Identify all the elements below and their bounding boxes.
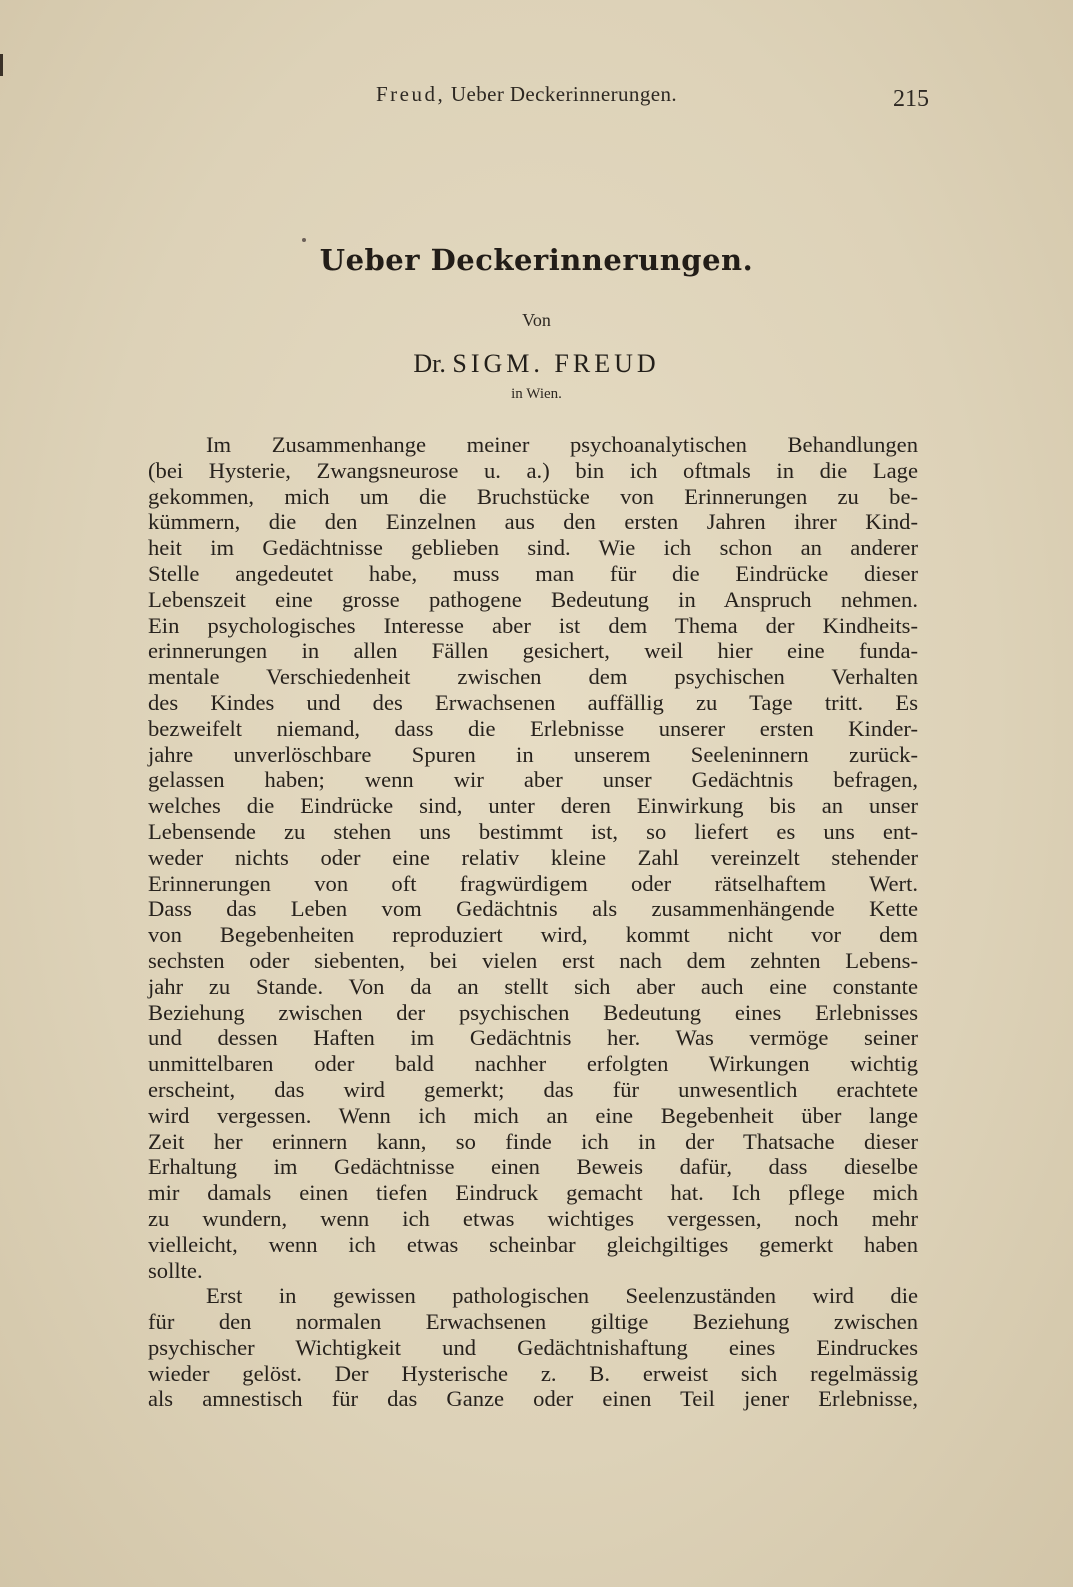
running-head-title: Ueber Deckerinnerungen.: [450, 82, 677, 106]
byline-prefix: Von: [522, 310, 551, 330]
text-line: Ein psychologisches Interesse aber ist dem Thema der Kindheits-: [148, 612, 918, 638]
text-line: unmittelbaren oder bald nachher erfolgten Wirkungen wichtig: [148, 1051, 918, 1077]
text-line: jahr zu Stande. Von da an stellt sich aber auch eine constante: [148, 973, 918, 999]
text-line: psychischer Wichtigkeit und Gedächtnishaftung eines Eindruckes: [148, 1334, 918, 1360]
text-line: heit im Gedächtnisse geblieben sind. Wie ich schon an anderer: [148, 535, 918, 561]
text-line: wird vergessen. Wenn ich mich an eine Begebenheit über lange: [148, 1102, 918, 1128]
article-title: Ueber Deckerinnerungen.: [319, 243, 754, 277]
text-line: Stelle angedeutet habe, muss man für die Eindrücke dieser: [148, 560, 918, 586]
text-line: des Kindes und des Erwachsenen auffällig zu Tage tritt. Es: [148, 689, 918, 715]
text-line: für den normalen Erwachsenen giltige Beziehung zwischen: [148, 1309, 918, 1335]
text-line: Im Zusammenhange meiner psychoanalytischen Behandlungen: [206, 432, 918, 457]
text-line: weder nichts oder eine relativ kleine Zahl vereinzelt stehender: [148, 844, 918, 870]
text-line: Beziehung zwischen der psychischen Bedeutung eines Erlebnisses: [148, 999, 918, 1025]
text-line: wieder gelöst. Der Hysterische z. B. erweist sich regelmässig: [148, 1360, 918, 1386]
running-head-author: Freud,: [376, 82, 446, 106]
text-line: (bei Hysterie, Zwangsneurose u. a.) bin ich oftmals in die Lage: [148, 457, 918, 483]
text-line: mir damals einen tiefen Eindruck gemacht hat. Ich pflege mich: [148, 1180, 918, 1206]
author-name: SIGM. FREUD: [452, 349, 660, 378]
page-number: 215: [893, 86, 929, 112]
text-line: Lebensende zu stehen uns bestimmt ist, so liefert es uns ent-: [148, 818, 918, 844]
text-line: vielleicht, wenn ich etwas scheinbar gleichgiltiges gemerkt haben: [148, 1231, 918, 1257]
text-line: als amnestisch für das Ganze oder einen Teil jener Erlebnisse,: [148, 1386, 918, 1412]
text-line: Erinnerungen von oft fragwürdigem oder rätselhaftem Wert.: [148, 870, 918, 896]
text-line: Erst in gewissen pathologischen Seelenzuständen wird die: [206, 1283, 918, 1309]
text-line: jahre unverlöschbare Spuren in unserem Seeleninnern zurück-: [148, 741, 918, 767]
text-line: von Begebenheiten reproduziert wird, kommt nicht vor dem: [148, 922, 918, 948]
text-line: Zeit her erinnern kann, so finde ich in der Thatsache dieser: [148, 1128, 918, 1154]
text-line: mentale Verschiedenheit zwischen dem psychischen Verhalten: [148, 664, 918, 690]
text-line: gekommen, mich um die Bruchstücke von Erinnerungen zu be-: [148, 483, 918, 509]
text-line: gelassen haben; wenn wir aber unser Gedächtnis befragen,: [148, 767, 918, 793]
text-line: Erhaltung im Gedächtnisse einen Beweis dafür, dass dieselbe: [148, 1154, 918, 1180]
text-line: Dass das Leben vom Gedächtnis als zusammenhängende Kette: [148, 896, 918, 922]
print-speck: [302, 238, 306, 242]
text-line: Lebenszeit eine grosse pathogene Bedeutung in Anspruch nehmen.: [148, 586, 918, 612]
text-line: kümmern, die den Einzelnen aus den ersten Jahren ihrer Kind-: [148, 509, 918, 535]
text-line: sollte.: [148, 1257, 203, 1283]
text-line: und dessen Haften im Gedächtnis her. Was vermöge seiner: [148, 1025, 918, 1051]
text-line: bezweifelt niemand, dass die Erlebnisse unserer ersten Kinder-: [148, 715, 918, 741]
author-title: Dr.: [413, 349, 446, 378]
text-line: erinnerungen in allen Fällen gesichert, weil hier eine funda-: [148, 638, 918, 664]
author-line: [0, 349, 1073, 379]
running-head: [376, 82, 677, 107]
text-line: sechsten oder siebenten, bei vielen erst nach dem zehnten Lebens-: [148, 947, 918, 973]
text-line: erscheint, das wird gemerkt; das für unwesentlich erachtete: [148, 1076, 918, 1102]
article-body: [148, 432, 918, 1412]
author-place: in Wien.: [511, 386, 562, 402]
text-line: zu wundern, wenn ich etwas wichtiges vergessen, noch mehr: [148, 1205, 918, 1231]
text-line: welches die Eindrücke sind, unter deren Einwirkung bis an unser: [148, 793, 918, 819]
page-edge-mark: [0, 54, 3, 76]
